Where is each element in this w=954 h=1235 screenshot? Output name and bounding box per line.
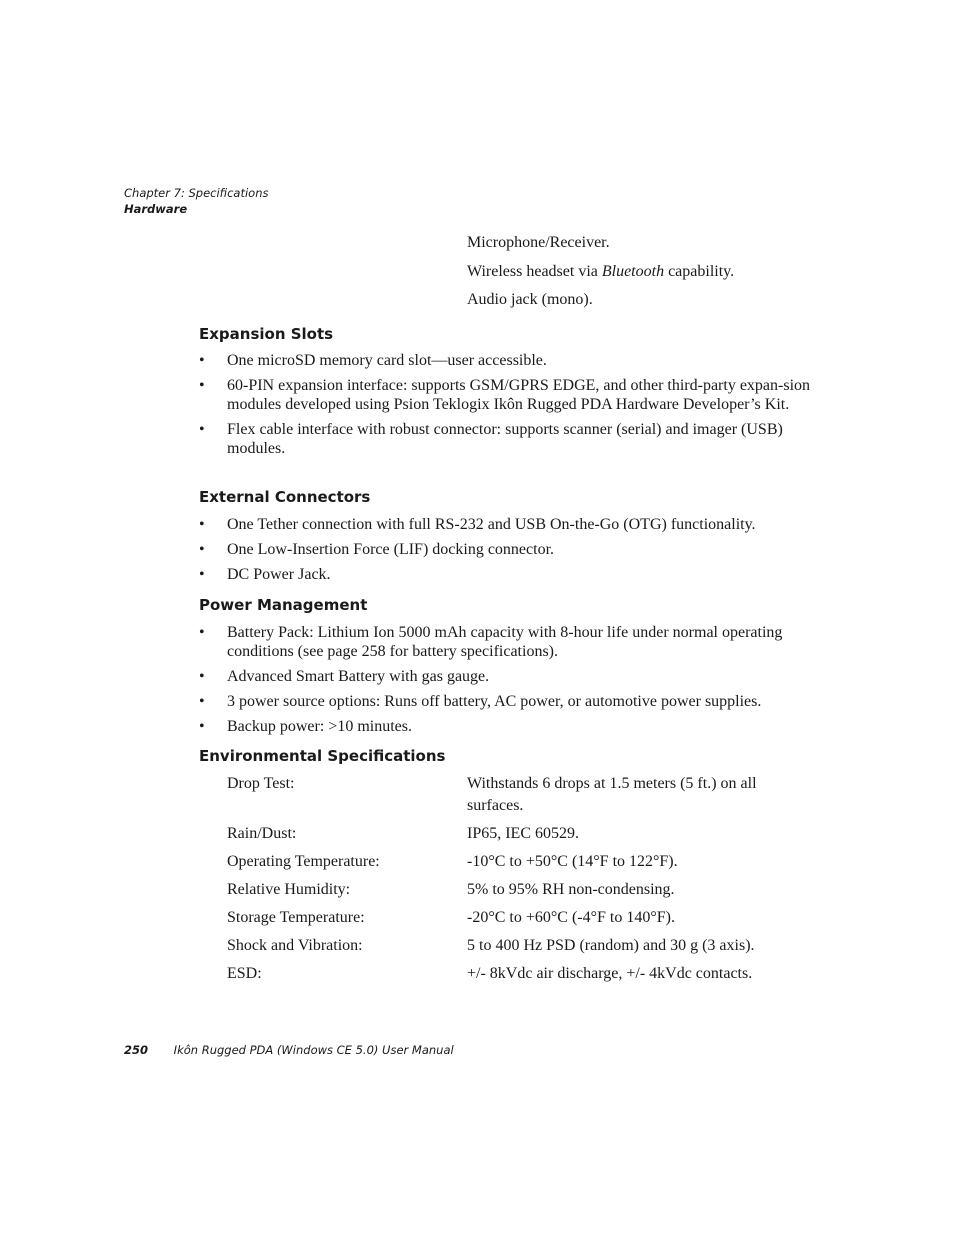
- spec-label: Relative Humidity:: [227, 881, 351, 898]
- list-item: [199, 376, 819, 414]
- spec-label: Operating Temperature:: [227, 853, 380, 870]
- line-text: Microphone/Receiver.: [467, 234, 610, 251]
- power-management-heading: Power Management: [199, 596, 368, 614]
- bullet-icon: •: [199, 668, 205, 685]
- list-item: [199, 420, 819, 458]
- page-number: 250: [124, 1043, 149, 1057]
- spec-value: Withstands 6 drops at 1.5 meters (5 ft.) on all surfaces.: [467, 775, 757, 814]
- spec-row: [227, 851, 767, 873]
- list-item: [199, 717, 819, 736]
- line-text: capability.: [664, 262, 735, 280]
- environmental-specs-table: [227, 773, 767, 991]
- bullet-icon: •: [199, 541, 205, 558]
- bullet-icon: •: [199, 566, 205, 583]
- item-text: Battery Pack: Lithium Ion 5000 mAh capacity with 8-hour life under normal operating conditions (see page 258 for battery specifications).: [227, 624, 783, 660]
- spec-label: Rain/Dust:: [227, 825, 297, 842]
- spec-row: [227, 823, 767, 845]
- section-label: Hardware: [124, 202, 188, 216]
- spec-label: Shock and Vibration:: [227, 937, 363, 954]
- running-header: [124, 185, 269, 217]
- spec-value: +/- 8kVdc air discharge, +/- 4kVdc contacts.: [467, 965, 753, 982]
- item-text: One microSD memory card slot—user accessible.: [227, 352, 547, 369]
- spec-value: IP65, IEC 60529.: [467, 825, 579, 842]
- spec-row: [227, 773, 767, 817]
- list-item: [199, 515, 819, 534]
- bullet-icon: •: [199, 377, 205, 394]
- external-connectors-list: [199, 515, 819, 590]
- spec-value: 5% to 95% RH non-condensing.: [467, 881, 675, 898]
- chapter-label: Chapter 7: Specifications: [124, 186, 269, 200]
- line-text: Wireless headset via: [467, 262, 602, 280]
- spec-row: [227, 935, 767, 957]
- bullet-icon: •: [199, 421, 205, 438]
- list-item: [199, 565, 819, 584]
- list-item: [199, 540, 819, 559]
- list-item: [199, 351, 819, 370]
- page-footer: [124, 1042, 454, 1058]
- spec-value: 5 to 400 Hz PSD (random) and 30 g (3 axis).: [467, 937, 755, 954]
- spec-label: Storage Temperature:: [227, 909, 365, 926]
- item-text: One Low-Insertion Force (LIF) docking connector.: [227, 541, 555, 558]
- line-text: Audio jack (mono).: [467, 291, 593, 308]
- spec-label: ESD:: [227, 965, 262, 982]
- item-text: 3 power source options: Runs off battery, AC power, or automotive power supplies.: [227, 693, 762, 710]
- manual-title: Ikôn Rugged PDA (Windows CE 5.0) User Manual: [173, 1043, 454, 1057]
- bullet-icon: •: [199, 516, 205, 533]
- list-item: [199, 692, 819, 711]
- item-text: Advanced Smart Battery with gas gauge.: [227, 668, 490, 685]
- list-item: [199, 623, 819, 661]
- item-text: Backup power: >10 minutes.: [227, 718, 412, 735]
- item-text: DC Power Jack.: [227, 566, 331, 583]
- spec-row: [227, 879, 767, 901]
- continued-line: [467, 262, 734, 291]
- power-management-list: [199, 623, 819, 742]
- bullet-icon: •: [199, 352, 205, 369]
- external-connectors-heading: External Connectors: [199, 488, 371, 506]
- bullet-icon: •: [199, 693, 205, 710]
- spec-row: [227, 907, 767, 929]
- spec-value: -10°C to +50°C (14°F to 122°F).: [467, 853, 678, 870]
- continued-audio-list: [467, 233, 734, 319]
- item-text: One Tether connection with full RS-232 and USB On-the-Go (OTG) functionality.: [227, 516, 756, 533]
- expansion-slots-list: [199, 351, 819, 464]
- continued-line: [467, 233, 734, 262]
- item-text: Flex cable interface with robust connector: supports scanner (serial) and imager (USB) modules.: [227, 421, 783, 457]
- spec-row: [227, 963, 767, 985]
- list-item: [199, 667, 819, 686]
- environmental-specs-heading: Environmental Specifications: [199, 747, 446, 765]
- line-emphasis: Bluetooth: [601, 262, 665, 280]
- item-text: 60-PIN expansion interface: supports GSM/GPRS EDGE, and other third-party expan-sion modules developed using Psion Teklogix Ikôn Rugged PDA Hardware Developer’s Kit.: [227, 377, 811, 413]
- spec-label: Drop Test:: [227, 775, 295, 792]
- bullet-icon: •: [199, 624, 205, 641]
- spec-value: -20°C to +60°C (-4°F to 140°F).: [467, 909, 675, 926]
- bullet-icon: •: [199, 718, 205, 735]
- continued-line: [467, 290, 734, 319]
- expansion-slots-heading: Expansion Slots: [199, 325, 334, 343]
